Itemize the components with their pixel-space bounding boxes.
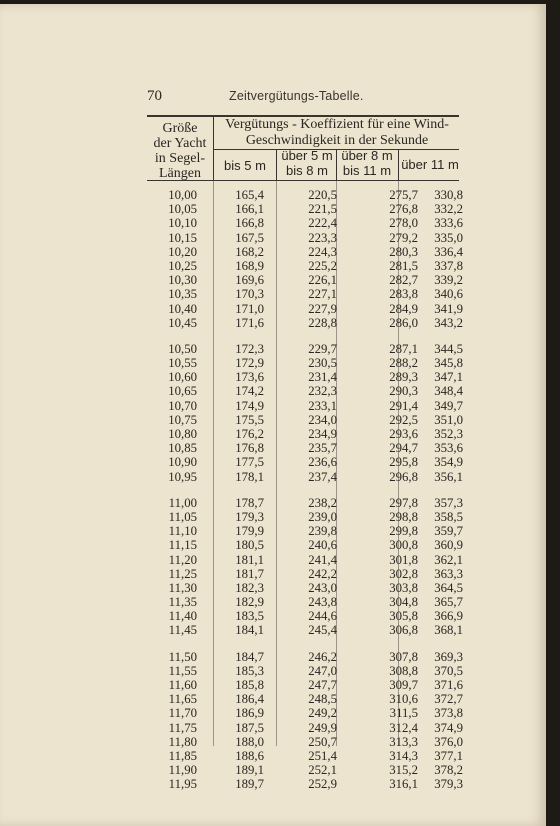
yacht-length-cell: 10,05	[168, 202, 197, 217]
coefficient-cell: 368,1	[434, 623, 463, 638]
coefficient-cell: 373,8	[434, 706, 463, 721]
yacht-length-cell: 10,50	[168, 341, 197, 356]
coefficient-cell: 226,1	[308, 273, 337, 288]
coefficient-cell: 335,0	[434, 230, 463, 245]
coefficient-cell: 305,8	[389, 609, 418, 624]
coefficient-cell: 169,6	[235, 273, 264, 288]
coefficient-cell: 174,9	[235, 398, 264, 413]
row-group	[147, 650, 467, 792]
coefficient-cell: 370,5	[434, 663, 463, 678]
table-row	[147, 664, 467, 678]
coefficient-cell: 275,7	[389, 188, 418, 202]
coefficient-cell: 168,2	[235, 244, 264, 259]
coefficient-cell: 294,7	[389, 441, 418, 456]
coefficient-cell: 227,9	[308, 301, 337, 316]
coefficient-cell: 312,4	[389, 720, 418, 735]
yacht-length-cell: 10,10	[168, 216, 197, 231]
table-row	[147, 609, 467, 623]
coefficient-cell: 276,8	[389, 202, 418, 217]
coefficient-cell: 172,3	[235, 341, 264, 356]
coefficient-cell: 250,7	[308, 734, 337, 749]
coefficient-cell: 185,8	[235, 678, 264, 692]
coefficient-cell: 174,2	[235, 384, 264, 399]
coefficient-cell: 279,2	[389, 230, 418, 245]
coefficient-cell: 238,2	[308, 495, 337, 510]
coefficient-cell: 290,3	[389, 384, 418, 399]
table-row	[147, 496, 467, 510]
coefficient-cell: 227,1	[308, 287, 337, 302]
coefficient-cell: 358,5	[434, 509, 463, 524]
yacht-length-cell: 11,75	[168, 720, 197, 735]
coefficient-cell: 296,8	[389, 469, 418, 484]
coefficient-cell: 181,1	[235, 552, 264, 567]
coefficient-cell: 241,4	[308, 552, 337, 567]
coefficient-cell: 234,9	[308, 427, 337, 441]
coefficient-cell: 363,3	[434, 566, 463, 581]
coefficient-cell: 176,2	[235, 427, 264, 441]
coefficient-cell: 180,5	[235, 538, 264, 553]
coefficient-cell: 343,2	[434, 315, 463, 330]
yacht-length-cell: 10,85	[168, 441, 197, 456]
coefficient-cell: 240,6	[308, 538, 337, 553]
coefficient-cell: 249,2	[308, 706, 337, 721]
coefficient-cell: 298,8	[389, 509, 418, 524]
table-row	[147, 399, 467, 413]
coefficient-span-header: Vergütungs - Koeffizient für eine Wind- Geschwindigkeit in der Sekunde	[225, 117, 449, 148]
coefficient-cell: 302,8	[389, 566, 418, 581]
coefficient-cell: 332,2	[434, 202, 463, 217]
table-row	[147, 553, 467, 567]
coefficient-cell: 313,3	[389, 734, 418, 749]
coefficient-cell: 178,7	[235, 495, 264, 510]
coefficient-cell: 300,8	[389, 538, 418, 553]
coefficient-cell: 231,4	[308, 370, 337, 385]
yacht-length-cell: 10,60	[168, 370, 197, 385]
coefficient-cell: 369,3	[434, 649, 463, 664]
coefficient-cell: 171,0	[235, 301, 264, 316]
yacht-length-cell: 11,30	[168, 580, 197, 595]
coefficient-cell: 178,1	[235, 469, 264, 484]
yacht-length-cell: 10,40	[168, 301, 197, 316]
coefficient-cell: 291,4	[389, 398, 418, 413]
table-row	[147, 721, 467, 735]
running-title: Zeitvergütungs-Tabelle.	[229, 89, 364, 103]
table-row	[147, 259, 467, 273]
page-number: 70	[147, 88, 162, 104]
table-row	[147, 384, 467, 398]
coefficient-cell: 293,6	[389, 427, 418, 441]
table-row	[147, 216, 467, 230]
yacht-length-cell: 11,35	[168, 595, 197, 610]
coefficient-cell: 286,0	[389, 315, 418, 330]
coefficient-cell: 297,8	[389, 495, 418, 510]
coefficient-cell: 345,8	[434, 356, 463, 371]
table-row	[147, 441, 467, 455]
coefficient-cell: 309,7	[389, 678, 418, 692]
coefficient-cell: 306,8	[389, 623, 418, 638]
coefficient-cell: 168,9	[235, 258, 264, 273]
yacht-length-cell: 10,80	[168, 427, 197, 441]
page-header	[147, 88, 477, 108]
coefficient-cell: 184,7	[235, 649, 264, 664]
table-row	[147, 595, 467, 609]
coefficient-cell: 230,5	[308, 356, 337, 371]
coefficient-cell: 308,8	[389, 663, 418, 678]
coefficient-cell: 239,0	[308, 509, 337, 524]
coefficient-cell: 221,5	[308, 202, 337, 217]
coefficient-cell: 189,1	[235, 763, 264, 778]
table-row	[147, 510, 467, 524]
row-group	[147, 496, 467, 638]
coefficient-cell: 353,6	[434, 441, 463, 456]
table-row	[147, 316, 467, 330]
coefficient-cell: 349,7	[434, 398, 463, 413]
coefficient-cell: 234,0	[308, 412, 337, 427]
table-row	[147, 692, 467, 706]
coefficient-cell: 176,8	[235, 441, 264, 456]
coefficient-cell: 185,3	[235, 663, 264, 678]
yacht-length-cell: 10,00	[168, 188, 197, 202]
coefficient-cell: 188,0	[235, 734, 264, 749]
coefficient-cell: 283,8	[389, 287, 418, 302]
coefficient-cell: 374,9	[434, 720, 463, 735]
table-row	[147, 524, 467, 538]
coefficient-cell: 280,3	[389, 244, 418, 259]
coefficient-cell: 330,8	[434, 188, 463, 202]
table-row	[147, 706, 467, 720]
table-row	[147, 287, 467, 301]
coefficient-cell: 354,9	[434, 455, 463, 470]
coefficient-cell: 181,7	[235, 566, 264, 581]
table-row	[147, 356, 467, 370]
coefficient-cell: 336,4	[434, 244, 463, 259]
table-row	[147, 342, 467, 356]
yacht-length-cell: 10,55	[168, 356, 197, 371]
yacht-length-cell: 11,40	[168, 609, 197, 624]
coefficient-cell: 360,9	[434, 538, 463, 553]
yacht-length-cell: 10,20	[168, 244, 197, 259]
yacht-length-cell: 11,10	[168, 524, 197, 539]
coefficient-cell: 246,2	[308, 649, 337, 664]
yacht-length-cell: 11,80	[168, 734, 197, 749]
coefficient-cell: 356,1	[434, 469, 463, 484]
coefficient-cell: 187,5	[235, 720, 264, 735]
coefficient-cell: 303,8	[389, 580, 418, 595]
yacht-length-cell: 11,65	[168, 692, 197, 707]
table-row	[147, 273, 467, 287]
coefficient-cell: 244,6	[308, 609, 337, 624]
coefficient-cell: 284,9	[389, 301, 418, 316]
coefficient-cell: 225,2	[308, 258, 337, 273]
yacht-length-cell: 10,35	[168, 287, 197, 302]
coefficient-cell: 182,9	[235, 595, 264, 610]
coefficient-cell: 339,2	[434, 273, 463, 288]
table-row	[147, 188, 467, 202]
yacht-length-cell: 10,45	[168, 315, 197, 330]
coefficient-cell: 235,7	[308, 441, 337, 456]
coefficient-cell: 377,1	[434, 748, 463, 763]
coefficient-cell: 289,3	[389, 370, 418, 385]
table-row	[147, 370, 467, 384]
coefficient-cell: 301,8	[389, 552, 418, 567]
coefficient-cell: 188,6	[235, 748, 264, 763]
yacht-length-cell: 11,25	[168, 566, 197, 581]
table-row	[147, 678, 467, 692]
coefficient-cell: 183,5	[235, 609, 264, 624]
yacht-length-cell: 10,75	[168, 412, 197, 427]
coefficient-cell: 287,1	[389, 341, 418, 356]
coefficient-cell: 311,5	[389, 706, 418, 721]
yacht-length-cell: 11,00	[168, 495, 197, 510]
coefficient-cell: 166,1	[235, 202, 264, 217]
coefficient-cell: 248,5	[308, 692, 337, 707]
coefficient-cell: 249,9	[308, 720, 337, 735]
yacht-length-cell: 11,45	[168, 623, 197, 638]
table-row	[147, 650, 467, 664]
coefficient-cell: 184,1	[235, 623, 264, 638]
coefficient-cell: 236,6	[308, 455, 337, 470]
coefficient-cell: 179,3	[235, 509, 264, 524]
coefficient-cell: 224,3	[308, 244, 337, 259]
coefficient-cell: 245,4	[308, 623, 337, 638]
table-row	[147, 567, 467, 581]
coefficient-cell: 357,3	[434, 495, 463, 510]
coefficient-cell: 232,3	[308, 384, 337, 399]
coefficient-cell: 281,5	[389, 258, 418, 273]
subheader-ueber-11m: über 11 m	[401, 157, 459, 172]
table-row	[147, 455, 467, 469]
yacht-length-cell: 11,15	[168, 538, 197, 553]
coefficient-cell: 229,7	[308, 341, 337, 356]
yacht-length-cell: 11,85	[168, 748, 197, 763]
coefficient-cell: 243,0	[308, 580, 337, 595]
coefficient-cell: 171,6	[235, 315, 264, 330]
coefficient-cell: 362,1	[434, 552, 463, 567]
coefficient-cell: 359,7	[434, 524, 463, 539]
yacht-length-cell: 10,15	[168, 230, 197, 245]
coefficient-cell: 371,6	[434, 678, 463, 692]
coefficient-cell: 189,7	[235, 777, 264, 792]
coefficient-cell: 186,9	[235, 706, 264, 721]
table-row	[147, 413, 467, 427]
yacht-length-cell: 11,95	[168, 777, 197, 792]
book-page	[0, 4, 546, 826]
yacht-length-cell: 10,65	[168, 384, 197, 399]
coefficient-cell: 310,6	[389, 692, 418, 707]
row-group	[147, 188, 467, 330]
coefficient-cell: 316,1	[389, 777, 418, 792]
coefficient-cell: 365,7	[434, 595, 463, 610]
coefficient-cell: 243,8	[308, 595, 337, 610]
coefficient-cell: 165,4	[235, 188, 264, 202]
coefficient-cell: 376,0	[434, 734, 463, 749]
table-row	[147, 749, 467, 763]
coefficient-cell: 288,2	[389, 356, 418, 371]
coefficient-cell: 170,3	[235, 287, 264, 302]
coefficient-cell: 252,1	[308, 763, 337, 778]
subheader-8-11m: über 8 m bis 11 m	[341, 148, 393, 178]
yacht-length-cell: 11,05	[168, 509, 197, 524]
table-row	[147, 245, 467, 259]
subheader-bis-5m: bis 5 m	[224, 158, 266, 173]
coefficient-cell: 341,9	[434, 301, 463, 316]
coefficient-cell: 233,1	[308, 398, 337, 413]
coefficient-cell: 172,9	[235, 356, 264, 371]
coefficient-cell: 237,4	[308, 469, 337, 484]
coefficient-cell: 252,9	[308, 777, 337, 792]
yacht-length-cell: 10,70	[168, 398, 197, 413]
yacht-length-cell: 11,20	[168, 552, 197, 567]
coefficient-cell: 364,5	[434, 580, 463, 595]
yacht-length-cell: 11,60	[168, 678, 197, 692]
coefficient-cell: 278,0	[389, 216, 418, 231]
coefficient-cell: 340,6	[434, 287, 463, 302]
coefficient-cell: 223,3	[308, 230, 337, 245]
coefficient-cell: 307,8	[389, 649, 418, 664]
table-row	[147, 763, 467, 777]
coefficient-cell: 173,6	[235, 370, 264, 385]
coefficient-cell: 166,8	[235, 216, 264, 231]
coefficient-cell: 348,4	[434, 384, 463, 399]
table-row	[147, 623, 467, 637]
table-row	[147, 427, 467, 441]
yacht-length-cell: 10,25	[168, 258, 197, 273]
coefficient-cell: 347,1	[434, 370, 463, 385]
yacht-length-cell: 11,90	[168, 763, 197, 778]
coefficient-cell: 177,5	[235, 455, 264, 470]
coefficient-cell: 295,8	[389, 455, 418, 470]
table-row	[147, 231, 467, 245]
table-row	[147, 470, 467, 484]
coefficient-cell: 175,5	[235, 412, 264, 427]
coefficient-cell: 299,8	[389, 524, 418, 539]
coefficient-cell: 344,5	[434, 341, 463, 356]
coefficient-cell: 337,8	[434, 258, 463, 273]
coefficient-cell: 315,2	[389, 763, 418, 778]
coefficient-cell: 186,4	[235, 692, 264, 707]
coefficient-cell: 220,5	[308, 188, 337, 202]
yacht-length-cell: 10,30	[168, 273, 197, 288]
coefficient-cell: 366,9	[434, 609, 463, 624]
yacht-length-cell: 11,55	[168, 663, 197, 678]
row-group	[147, 342, 467, 484]
coefficient-cell: 352,3	[434, 427, 463, 441]
coefficient-cell: 282,7	[389, 273, 418, 288]
coefficient-cell: 182,3	[235, 580, 264, 595]
table-row	[147, 777, 467, 791]
subheader-5-8m: über 5 m bis 8 m	[281, 148, 333, 178]
yacht-size-header: Größe der Yacht in Segel- Längen	[153, 121, 207, 181]
coefficient-cell: 251,4	[308, 748, 337, 763]
coefficient-cell: 372,7	[434, 692, 463, 707]
table-row	[147, 735, 467, 749]
yacht-length-cell: 10,90	[168, 455, 197, 470]
yacht-length-cell: 11,50	[168, 649, 197, 664]
coefficient-cell: 242,2	[308, 566, 337, 581]
yacht-length-cell: 10,95	[168, 469, 197, 484]
table-row	[147, 202, 467, 216]
table-row	[147, 581, 467, 595]
coefficient-cell: 333,6	[434, 216, 463, 231]
table-row	[147, 538, 467, 552]
yacht-length-cell: 11,70	[168, 706, 197, 721]
coefficient-cell: 292,5	[389, 412, 418, 427]
coefficient-cell: 247,7	[308, 678, 337, 692]
coefficient-cell: 167,5	[235, 230, 264, 245]
coefficient-cell: 351,0	[434, 412, 463, 427]
table-body	[147, 188, 467, 804]
coefficient-cell: 304,8	[389, 595, 418, 610]
coefficient-cell: 378,2	[434, 763, 463, 778]
coefficient-cell: 222,4	[308, 216, 337, 231]
coefficient-cell: 314,3	[389, 748, 418, 763]
table-row	[147, 302, 467, 316]
coefficient-cell: 239,8	[308, 524, 337, 539]
coefficient-cell: 247,0	[308, 663, 337, 678]
coefficient-cell: 379,3	[434, 777, 463, 792]
coefficient-cell: 179,9	[235, 524, 264, 539]
coefficient-cell: 228,8	[308, 315, 337, 330]
